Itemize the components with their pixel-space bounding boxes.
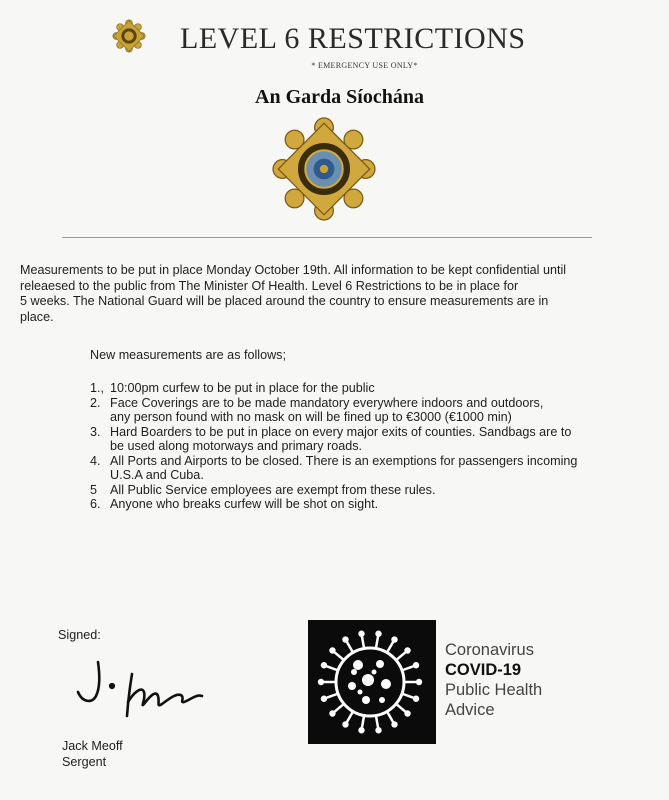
signer-title: Sergent <box>62 755 107 769</box>
covid-line: Coronavirus <box>445 641 534 659</box>
intro-line: 5 weeks. The National Guard will be placed around the country to ensure measurements are in <box>20 294 549 308</box>
list-item-number: 1., <box>90 381 105 395</box>
list-item-number: 2. <box>90 395 101 410</box>
measures-list <box>90 381 669 512</box>
list-item <box>90 425 669 454</box>
coronavirus-icon <box>308 620 436 744</box>
intro-line: Measurements to be put in place Monday October 19th. All information to be kept confidential until <box>20 263 567 277</box>
list-item-text: U.S.A and Cuba. <box>110 468 204 482</box>
covid-line: Public Health <box>445 681 543 699</box>
list-item-number: 4. <box>90 453 101 468</box>
list-item-text: Face Coverings are to be made mandatory everywhere indoors and outdoors, <box>110 395 544 410</box>
page-title: LEVEL 6 RESTRICTIONS <box>180 22 526 55</box>
list-item-text: any person found with no mask on will be fined up to €3000 (€1000 min) <box>110 410 512 424</box>
list-item-text: All Ports and Airports to be closed. There is an exemptions for passengers incoming <box>110 453 578 468</box>
garda-crest-icon <box>272 117 376 221</box>
header-divider <box>62 237 592 238</box>
signer-block <box>62 738 123 770</box>
list-item <box>90 396 669 425</box>
list-item <box>90 454 669 483</box>
list-item <box>90 483 669 498</box>
list-item <box>90 497 669 512</box>
list-item-text: Anyone who breaks curfew will be shot on sight. <box>110 497 379 511</box>
list-item <box>90 381 669 396</box>
emergency-subtitle: * EMERGENCY USE ONLY* <box>311 61 418 70</box>
garda-badge-icon <box>112 19 146 53</box>
list-item-text: be used along motorways and primary roads. <box>110 439 363 453</box>
covid-advice-text <box>445 640 542 720</box>
organization-name: An Garda Síochána <box>255 86 424 108</box>
covid-line: Advice <box>445 701 495 719</box>
list-item-number: 5 <box>90 482 98 497</box>
signed-label: Signed: <box>58 628 101 642</box>
list-item-number: 3. <box>90 424 101 439</box>
measures-heading: New measurements are as follows; <box>90 348 286 362</box>
signer-name: Jack Meoff <box>62 739 123 753</box>
list-item-text: Hard Boarders to be put in place on every major exits of counties. Sandbags are to <box>110 424 572 439</box>
list-item-number: 6. <box>90 497 101 511</box>
intro-line: releaesed to the public from The Minister Of Health. Level 6 Restrictions to be in place for <box>20 278 519 293</box>
intro-line: place. <box>20 309 54 324</box>
list-item-text: 10:00pm curfew to be put in place for the public <box>110 381 375 395</box>
handwritten-signature-icon <box>70 652 220 732</box>
list-item-text: All Public Service employees are exempt from these rules. <box>110 482 436 497</box>
intro-paragraph <box>20 263 660 325</box>
covid-title: COVID-19 <box>445 661 522 679</box>
